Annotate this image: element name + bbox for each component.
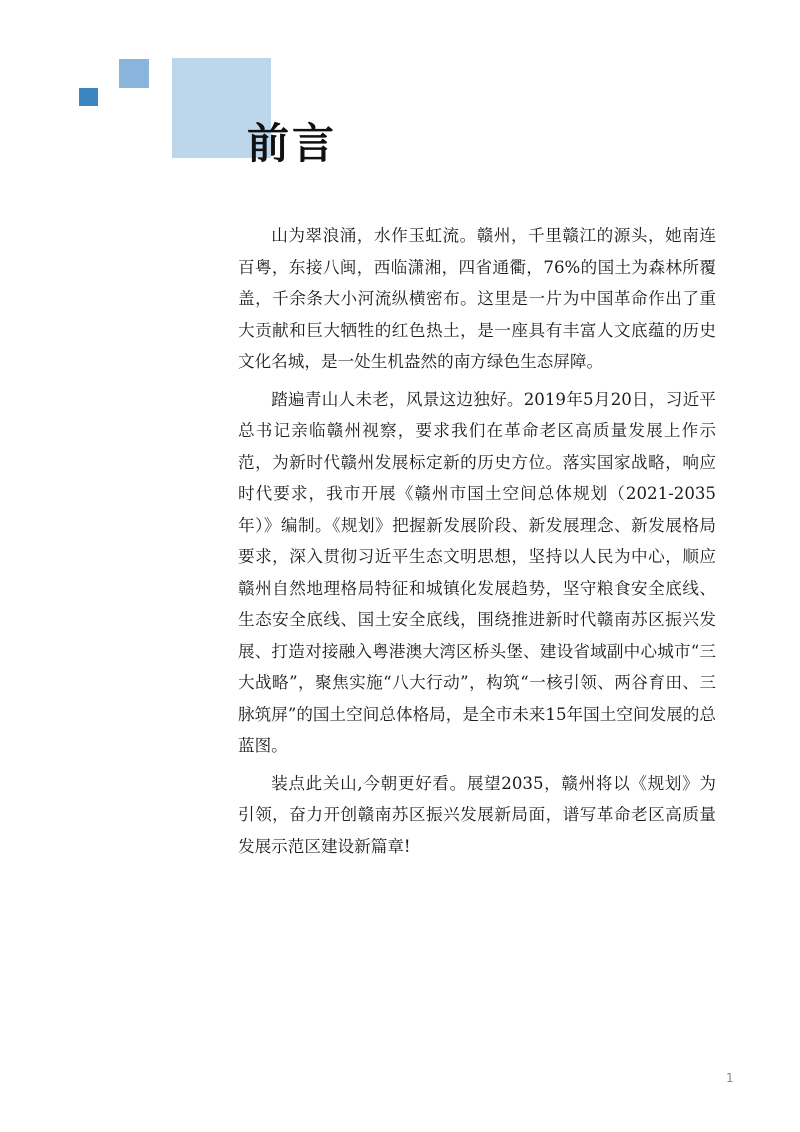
paragraph-planning: 踏遍青山人未老，风景这边独好。2019年5月20日，习近平总书记亲临赣州视察，要求我们在革命老区高质量发展上作示范，为新时代赣州发展标定新的历史方位。落实国家战略，响应时代要求，我市开展《赣州市国土空间总体规划（2021-2035年）》编制。《规划》把握新发展阶段、新发展理念、新发展格局要求，深入贯彻习近平生态文明思想，坚持以人民为中心，顺应赣州自然地理格局特征和城镇化发展趋势，坚守粮食安全底线、生态安全底线、国土安全底线，围绕推进新时代赣南苏区振兴发展、打造对接融入粤港澳大湾区桥头堡、建设省域副中心城市“三大战略”，聚焦实施“八大行动”，构筑“一核引领、两谷育田、三脉筑屏”的国土空间总体格局，是全市未来15年国土空间发展的总蓝图。 xyxy=(238,389,716,755)
paragraph-outlook: 装点此关山,今朝更好看。展望2035，赣州将以《规划》为引领，奋力开创赣南苏区振兴发展新局面，谱写革命老区高质量发展示范区建设新篇章! xyxy=(238,773,716,856)
paragraph-intro: 山为翠浪涌，水作玉虹流。赣州，千里赣江的源头，她南连百粤，东接八闽，西临潇湘，四省通衢，76%的国土为森林所覆盖，千余条大小河流纵横密布。这里是一片为中国革命作出了重大贡献和巨大牺牲的红色热土，是一座具有丰富人文底蕴的历史文化名城，是一处生机盎然的南方绿色生态屏障。 xyxy=(238,226,716,371)
page-number: 1 xyxy=(726,1071,734,1085)
preface-body xyxy=(238,220,716,862)
decorative-square-medium xyxy=(119,59,149,88)
decorative-square-small xyxy=(79,88,98,106)
page-title: 前言 xyxy=(247,119,338,168)
